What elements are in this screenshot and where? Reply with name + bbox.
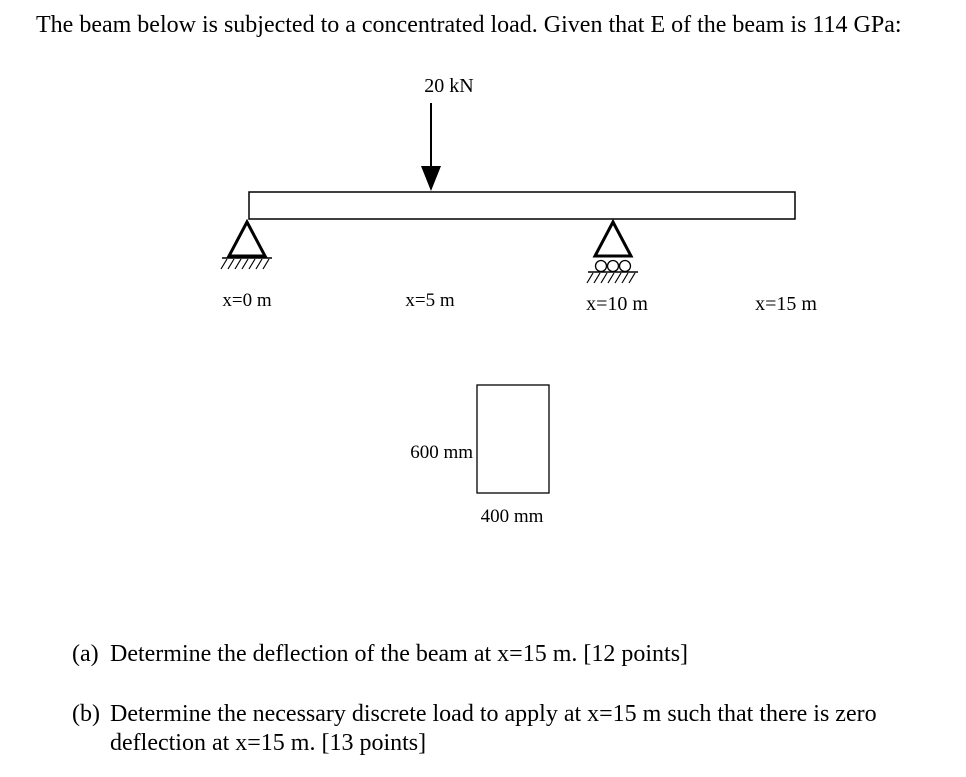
- beam: [249, 192, 795, 219]
- load-label: 20 kN: [424, 75, 474, 97]
- position-label-x0: x=0 m: [222, 290, 272, 311]
- question-a: [72, 640, 932, 669]
- section-width-label: 400 mm: [480, 506, 544, 527]
- pin-support-icon: [221, 222, 272, 269]
- position-label-x10: x=10 m: [586, 293, 648, 315]
- section-height-label: 600 mm: [410, 442, 473, 463]
- question-b: [72, 700, 932, 758]
- position-label-x5: x=5 m: [405, 290, 455, 311]
- question-b-label: (b): [72, 701, 100, 727]
- question-b-text: Determine the necessary discrete load to apply at x=15 m such that there is zero deflection at x=15 m. [13 points]: [110, 701, 877, 756]
- position-label-x15: x=15 m: [755, 293, 817, 315]
- cross-section: [477, 385, 549, 493]
- question-a-text: Determine the deflection of the beam at x=15 m. [12 points]: [110, 641, 689, 667]
- question-a-label: (a): [72, 641, 99, 667]
- problem-statement: The beam below is subjected to a concentrated load. Given that E of the beam is 114 GPa:: [36, 12, 902, 38]
- load-arrow-icon: [421, 103, 441, 191]
- roller-support-icon: [587, 222, 638, 283]
